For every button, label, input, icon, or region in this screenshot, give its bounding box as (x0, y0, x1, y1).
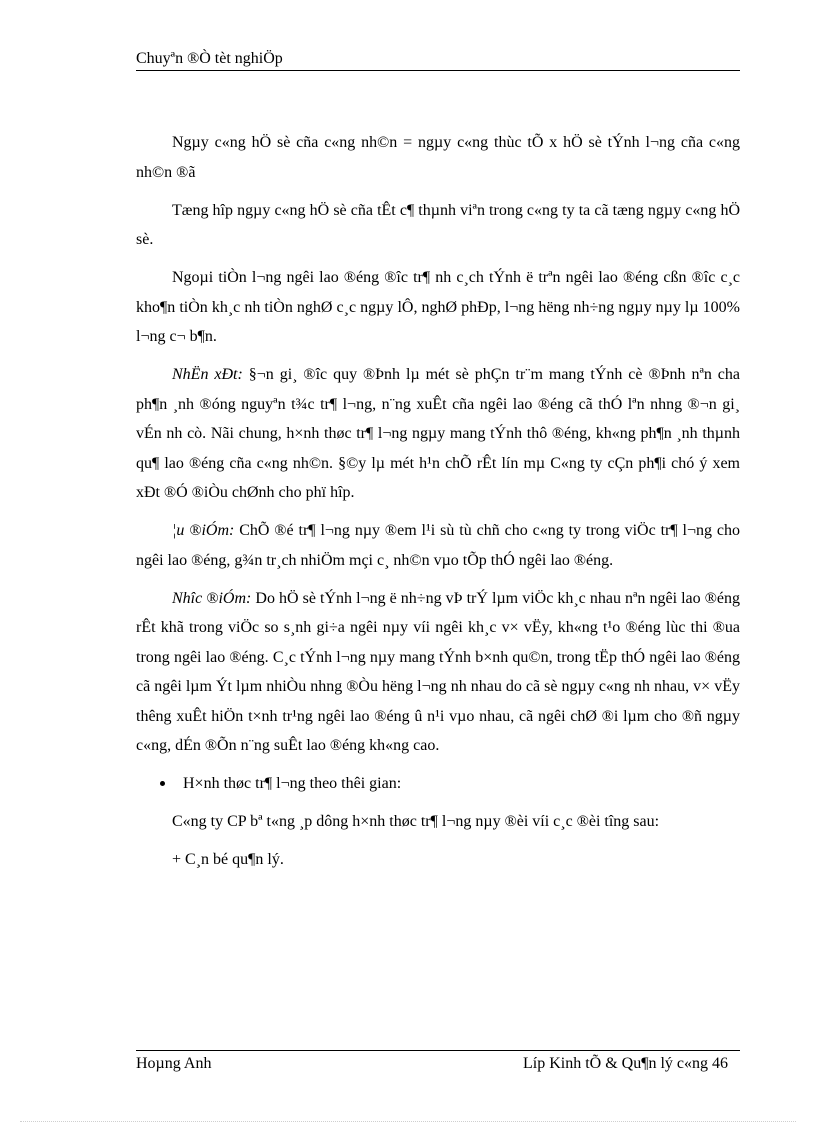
bullet-item-time-pay (136, 769, 740, 799)
paragraph-text: §¬n gi¸ ®îc quy ®Þnh lµ mét sè phÇn tr¨m mang tÝnh cè ®Þnh nªn cha ph¶n ¸nh ®óng nguyªn t¾c tr¶ l¬ng, n¨ng xuÊt cña ngêi lao ®éng cã thÓ lªn nhng ®¬n gi¸ vÉn nh cò. Nãi chung, h×nh thøc tr¶ l¬ng ngµy mang tÝnh thô ®éng, kh«ng ph¶n ¸nh thµnh qu¶ lao ®éng cña c«ng nh©n. §©y lµ mét h¹n chÕ rÊt lín mµ C«ng ty cÇn ph¶i chó ý xem xÐt ®Ó ®iÒu chØnh cho phï hîp. (136, 366, 740, 501)
document-body (136, 128, 740, 883)
paragraph-extra-pay (136, 263, 740, 352)
paragraph-lead-disadvantages: Nhîc ®iÓm: (172, 589, 252, 607)
paragraph-applies-to (136, 807, 740, 837)
paragraph-lead-remarks: NhËn xÐt: (172, 366, 243, 383)
paragraph-lead-advantages: ¦u ®iÓm: (172, 522, 235, 539)
paragraph-formula (136, 128, 740, 187)
footer-class-page: Líp Kinh tÕ & Qu¶n lý c«ng 46 (522, 1055, 728, 1072)
paragraph-text: + C¸n bé qu¶n lý. (172, 851, 284, 868)
bullet-dot-icon (160, 781, 165, 786)
paragraph-text: Ngoµi tiÒn l¬ng ngêi lao ®éng ®îc tr¶ nh c¸ch tÝnh ë trªn ngêi lao ®éng cßn ®îc c¸c kho¶n tiÒn kh¸c nh tiÒn nghØ c¸c ngµy lÔ, nghØ phÐp, l¬ng hëng nh÷ng ngµy nµy lµ 100% l¬ng c¬ b¶n. (136, 269, 740, 345)
header-divider (136, 70, 740, 71)
paragraph-text: Ngµy c«ng hÖ sè cña c«ng nh©n = ngµy c«ng thùc tÕ x hÖ sè tÝnh l¬ng cña c«ng nh©n ®ã (136, 134, 740, 181)
paragraph-managers (136, 845, 740, 875)
paragraph-total-days (136, 196, 740, 255)
paragraph-remarks (136, 360, 740, 508)
footer-divider (136, 1050, 740, 1051)
paragraph-text: Tæng hîp ngµy c«ng hÖ sè cña tÊt c¶ thµnh viªn trong c«ng ty ta cã tæng ngµy c«ng hÖ sè. (136, 201, 740, 248)
paragraph-advantages (136, 516, 740, 575)
paragraph-text: C«ng ty CP bª t«ng ¸p dông h×nh thøc tr¶ l¬ng nµy ®èi víi c¸c ®èi tîng sau: (172, 813, 660, 830)
paragraph-disadvantages (136, 584, 740, 761)
footer-author: Hoµng Anh (136, 1055, 212, 1072)
bullet-text: H×nh thøc tr¶ l¬ng theo thêi gian: (183, 775, 402, 792)
paragraph-text: ChÕ ®é tr¶ l¬ng nµy ®em l¹i sù tù chñ cho c«ng ty trong viÖc tr¶ l¬ng cho ngêi lao ®éng, g¾n tr¸ch nhiÖm mçi c¸ nh©n vµo tÕp thÓ ngêi lao ®éng. (136, 522, 740, 569)
running-header-title: Chuyªn ®Ò tèt nghiÖp (136, 50, 283, 67)
paragraph-text: Do hÖ sè tÝnh l¬ng ë nh÷ng vÞ trÝ lµm viÖc kh¸c nhau nªn ngêi lao ®éng rÊt khã trong viÖc so s¸nh gi÷a ngêi nµy víi ngêi kh¸c v× vËy, kh«ng t¹o ®éng lùc thi ®ua trong ngêi lao ®éng. C¸c tÝnh l¬ng nµy mang tÝnh b×nh qu©n, trong tËp thÓ ngêi lao ®éng cã ngêi lµm Ýt lµm nhiÒu nhng ®Òu hëng l¬ng nh nhau do cã sè ngµy c«ng nh nhau, v× vËy thêng xuÊt hiÖn t×nh tr¹ng ngêi lao ®éng û n¹i vµo nhau, cã ngêi chØ ®i lµm cho ®ñ ngµy c«ng, dÉn ®Õn n¨ng suÊt lao ®éng kh«ng cao. (136, 589, 740, 754)
page-edge-divider (20, 1121, 796, 1122)
